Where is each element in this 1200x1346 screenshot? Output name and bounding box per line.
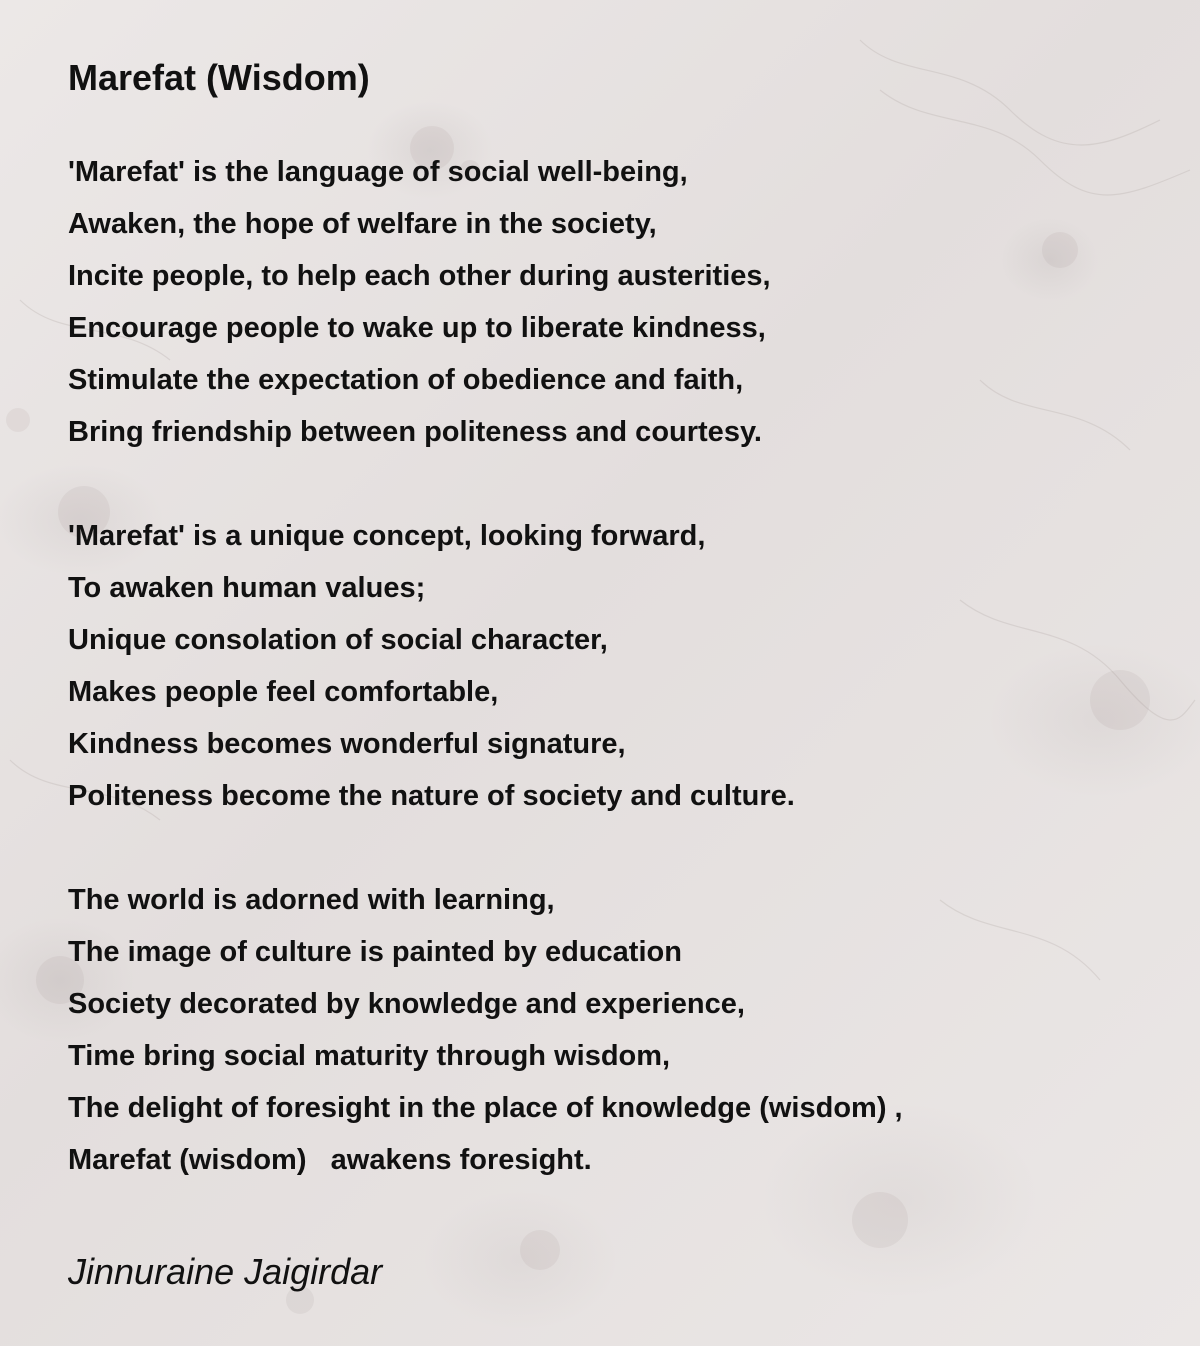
poem-line: Incite people, to help each other during austerities,: [68, 260, 771, 292]
stanza-1: [68, 146, 1168, 458]
poem-line: Unique consolation of social character,: [68, 624, 608, 656]
poem-line: To awaken human values;: [68, 572, 426, 604]
poem-line: Bring friendship between politeness and courtesy.: [68, 416, 762, 448]
stanza-2: [68, 510, 1168, 822]
poem-line: Encourage people to wake up to liberate kindness,: [68, 312, 766, 344]
poem-page: [68, 52, 1168, 1298]
stanza-3: [68, 874, 1168, 1186]
poem-line: Kindness becomes wonderful signature,: [68, 728, 626, 760]
poem-line: Politeness become the nature of society and culture.: [68, 780, 795, 812]
poem-title: Marefat (Wisdom): [68, 57, 370, 98]
poem-line: The delight of foresight in the place of knowledge (wisdom) ,: [68, 1092, 903, 1124]
poem-line: 'Marefat' is a unique concept, looking forward,: [68, 520, 706, 552]
poem-line: Stimulate the expectation of obedience and faith,: [68, 364, 744, 396]
poem-line: The image of culture is painted by education: [68, 936, 682, 968]
poem-author: Jinnuraine Jaigirdar: [68, 1251, 383, 1292]
poem-line: Awaken, the hope of welfare in the society,: [68, 208, 657, 240]
poem-line: The world is adorned with learning,: [68, 884, 555, 916]
poem-line: Time bring social maturity through wisdom,: [68, 1040, 671, 1072]
poem-line: Makes people feel comfortable,: [68, 676, 499, 708]
poem-line: Marefat (wisdom) awakens foresight.: [68, 1144, 592, 1176]
poem-line: 'Marefat' is the language of social well-being,: [68, 156, 688, 188]
poem-line: Society decorated by knowledge and experience,: [68, 988, 745, 1020]
